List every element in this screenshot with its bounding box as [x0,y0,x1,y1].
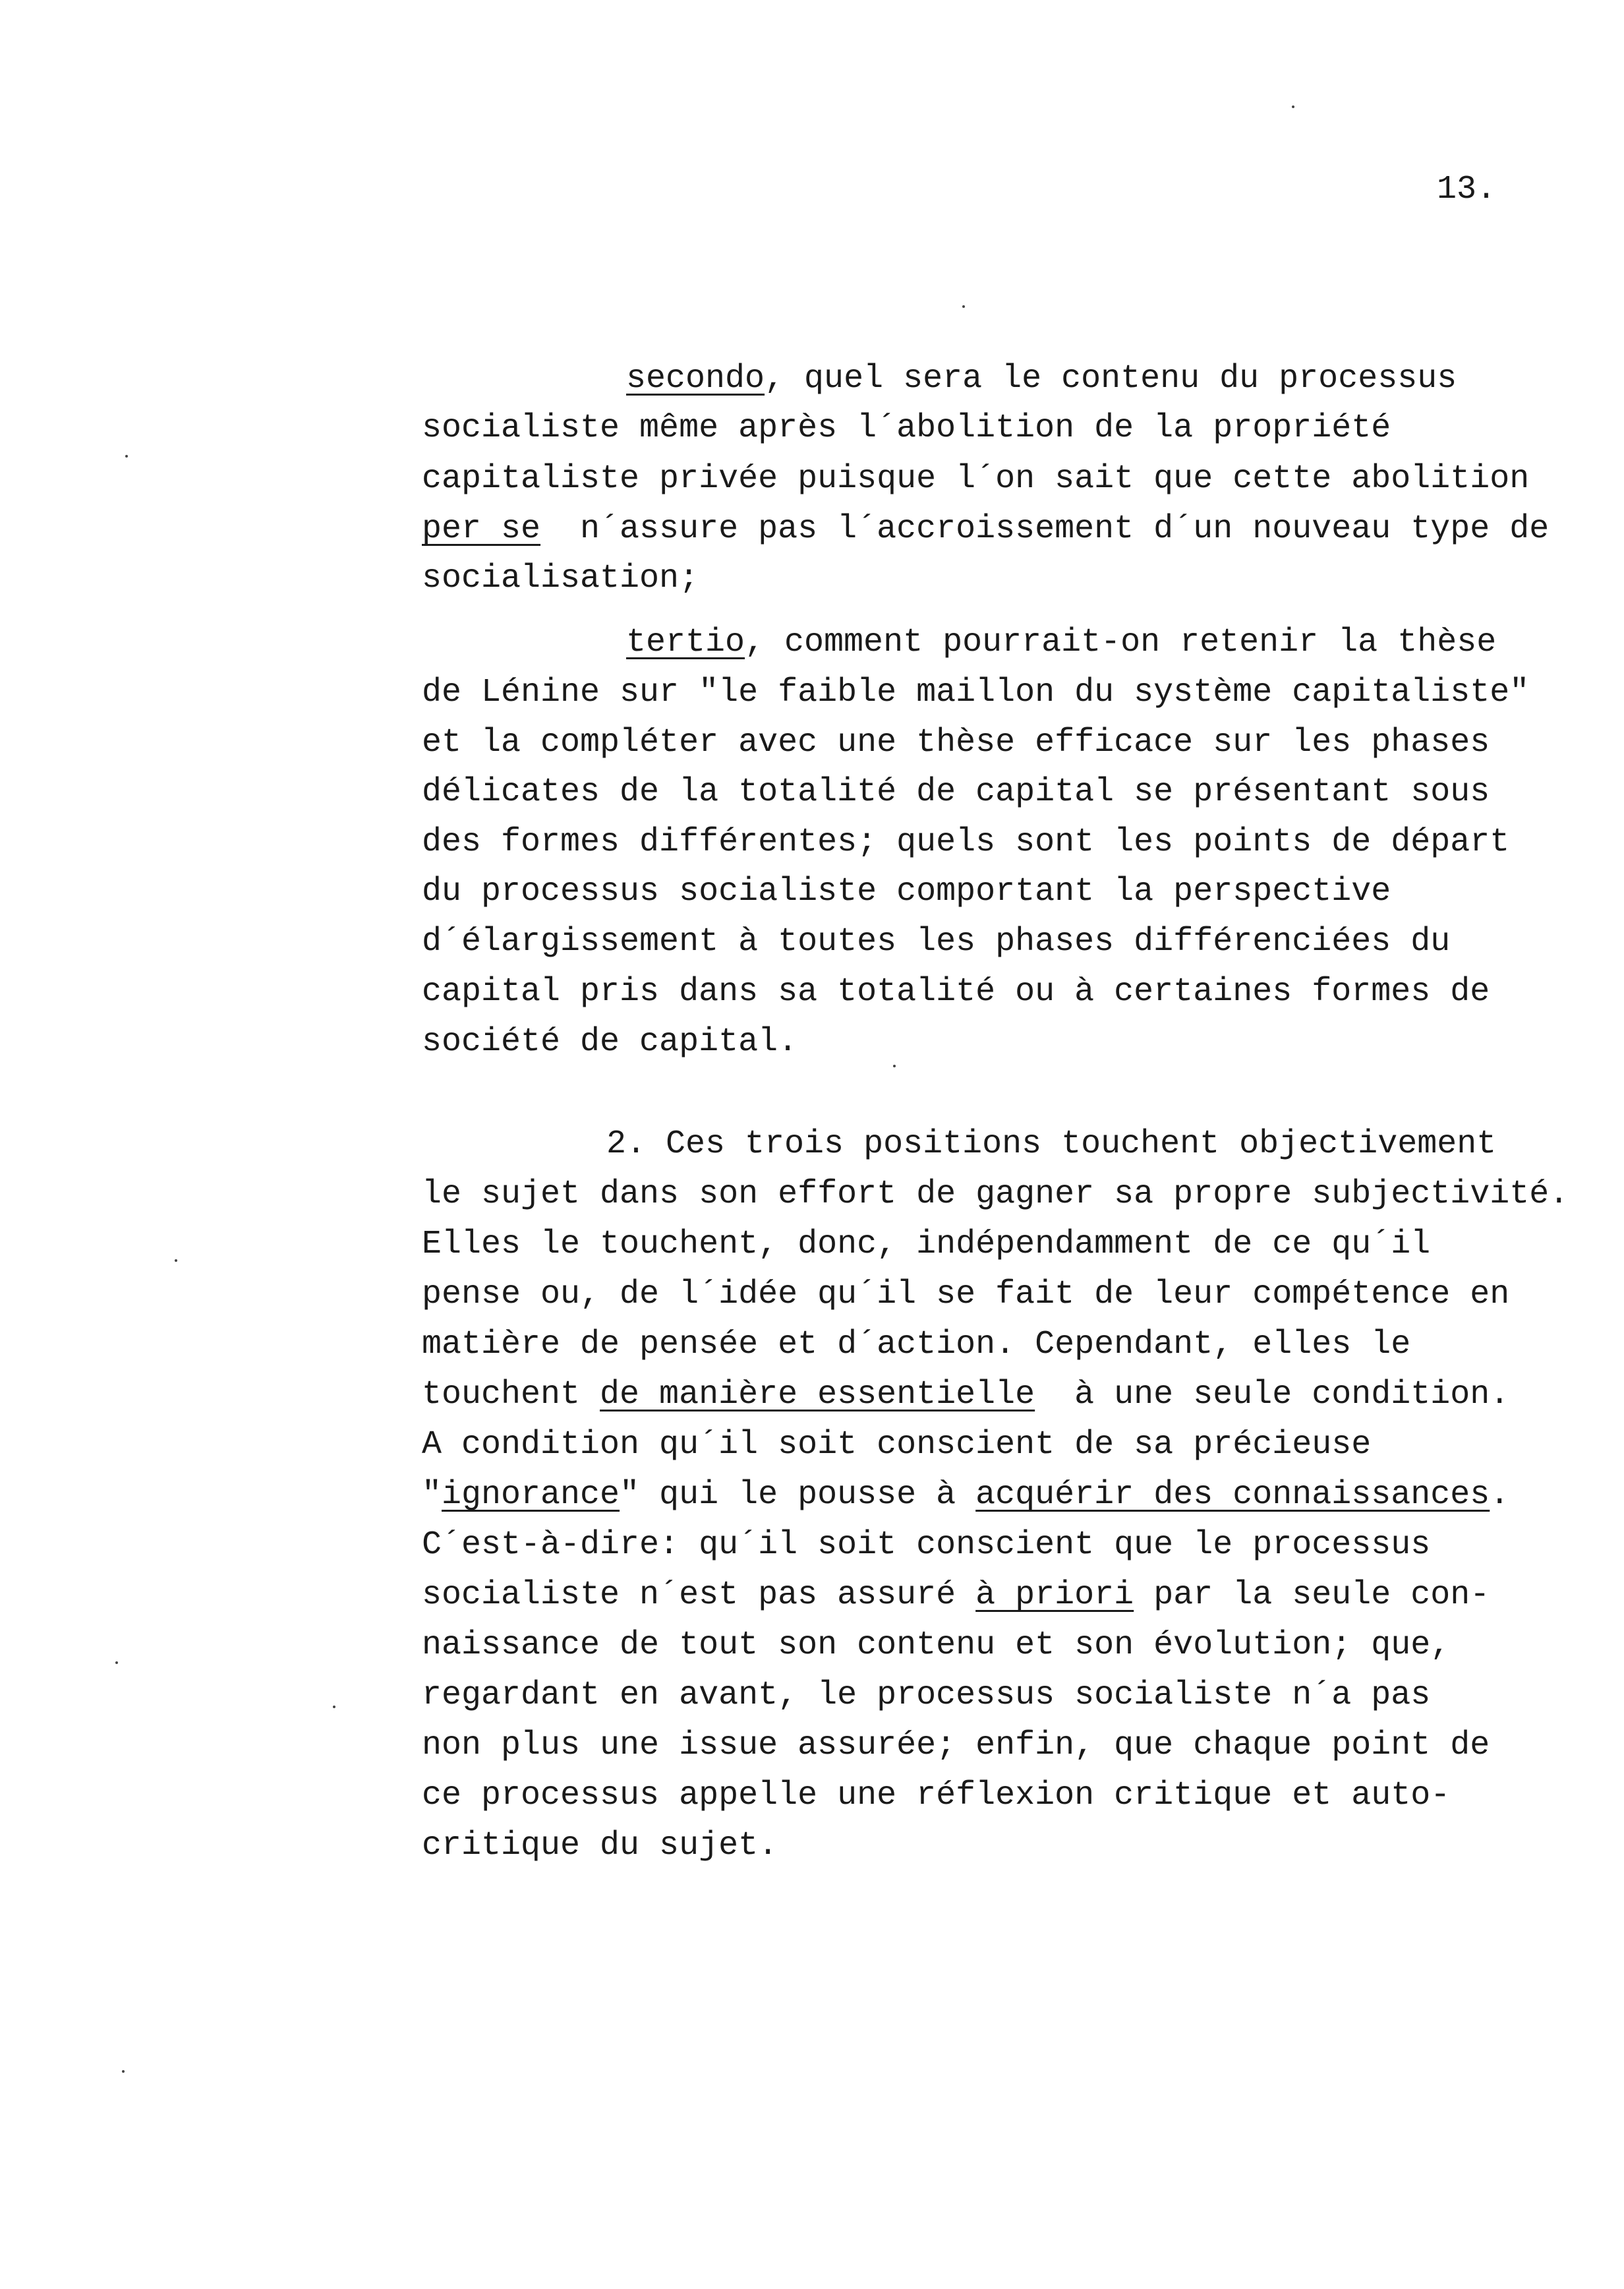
scan-speck [115,1661,118,1664]
text-line [626,359,1457,399]
text-line [626,623,1496,663]
text-line: socialiste même après l´abolition de la propriété [422,409,1391,447]
text-line: pense ou, de l´idée qu´il se fait de leur compétence en [422,1276,1510,1313]
underlined-term: ignorance [442,1476,620,1514]
text-line: socialisation; [422,560,699,597]
text-segment: à une seule condition. [1035,1376,1510,1413]
text-segment: par la seule con- [1134,1576,1490,1614]
text-line [422,510,1549,549]
text-line: C´est-à-dire: qu´il soit conscient que le processus [422,1526,1431,1564]
text-line: du processus socialiste comportant la perspective [422,873,1391,910]
scan-speck [122,2070,125,2073]
underlined-term: secondo [626,360,765,398]
text-line: Elles le touchent, donc, indépendamment de ce qu´il [422,1226,1431,1263]
text-segment: . [1490,1476,1510,1514]
scan-speck [175,1259,177,1262]
underlined-term: acquérir des connaissances [975,1476,1490,1514]
text-segment: touchent [422,1376,600,1413]
text-line: le sujet dans son effort de gagner sa propre subjectivité. [422,1175,1569,1213]
scan-speck [962,305,965,308]
text-line: société de capital. [422,1023,798,1061]
text-segment: socialiste n´est pas assuré [422,1576,976,1614]
text-line: matière de pensée et d´action. Cependant, elles le [422,1326,1411,1363]
text-line: délicates de la totalité de capital se présentant sous [422,773,1490,811]
underlined-term: de manière essentielle [600,1376,1035,1413]
text-segment: " qui le pousse à [620,1476,976,1514]
page-number: 13. [1437,171,1497,208]
text-line: ce processus appelle une réflexion critique et auto- [422,1777,1451,1814]
text-line [422,1576,1490,1615]
text-line: critique du sujet. [422,1827,778,1864]
text-line: A condition qu´il soit conscient de sa précieuse [422,1426,1372,1464]
text-segment: , quel sera le contenu du processus [765,360,1457,398]
text-line: naissance de tout son contenu et son évolution; que, [422,1626,1451,1664]
text-line: 2. Ces trois positions touchent objectivement [606,1125,1497,1163]
text-line: des formes différentes; quels sont les points de départ [422,823,1510,861]
scan-speck [333,1706,335,1708]
underlined-term: à priori [975,1576,1134,1614]
underlined-term: per se [422,510,541,548]
text-line [422,1375,1509,1415]
text-line: capitaliste privée puisque l´on sait que cette abolition [422,460,1530,498]
text-line: regardant en avant, le processus socialiste n´a pas [422,1677,1431,1714]
text-segment: n´assure pas l´accroissement d´un nouveau type de [540,510,1550,548]
text-line: et la compléter avec une thèse efficace sur les phases [422,724,1490,761]
text-segment: " [422,1476,442,1514]
text-segment: , comment pourrait-on retenir la thèse [745,624,1497,661]
text-line [422,1475,1509,1515]
text-line: de Lénine sur "le faible maillon du système capitaliste" [422,674,1530,711]
underlined-term: tertio [626,624,745,661]
text-line: capital pris dans sa totalité ou à certaines formes de [422,973,1490,1011]
text-line: d´élargissement à toutes les phases différenciées du [422,923,1451,961]
scan-speck [1292,105,1294,108]
text-line: non plus une issue assurée; enfin, que chaque point de [422,1727,1490,1764]
scan-speck [893,1065,896,1067]
scan-speck [125,455,128,458]
